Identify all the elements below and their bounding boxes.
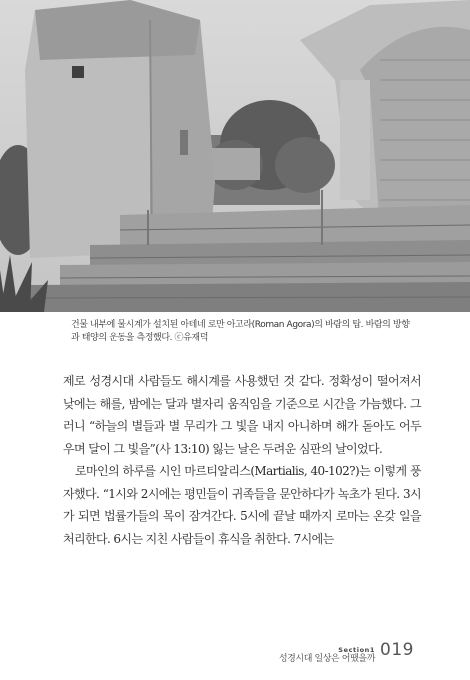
footer-chapter-title: 성경시대 일상은 어땠을까 xyxy=(278,654,375,664)
body-text xyxy=(63,370,421,550)
ruins-photo-illustration xyxy=(0,0,470,312)
running-footer xyxy=(279,646,375,665)
footer-section-label: Section1 xyxy=(338,646,375,654)
photo-caption: 건물 내부에 물시계가 설치된 아테네 로만 아고라(Roman Agora)의 바람의 탑. 바람의 방향과 태양의 운동을 측정했다. ⓒ유재덕 xyxy=(71,320,410,343)
body-paragraph: 제로 성경시대 사람들도 해시계를 사용했던 것 같다. 정확성이 떨어져서 낮에는 해를, 밤에는 달과 별자리 움직임을 기준으로 시간을 가늠했다. 그러니 “하늘의 별들과 별 무리가 그 빛을 내지 아니하며 해가 돋아도 어두우며 달이 그 빛을”(사 13:10) 잃는 날은 두려운 심판의 날이었다. xyxy=(63,374,421,456)
page-number: 019 xyxy=(380,640,414,660)
body-paragraph: 로마인의 하루를 시인 마르티알리스(Martialis, 40-102?)는 이렇게 풍자했다. “1시와 2시에는 평민들이 귀족들을 문안하다가 녹초가 된다. 3시가 되면 법률가들의 목이 잠겨간다. 5시에 끝날 때까지 로마는 온갖 일을 처리한다. 6시는 지친 사람들이 휴식을 취한다. 7시에는 xyxy=(63,464,421,546)
photo xyxy=(0,0,470,312)
